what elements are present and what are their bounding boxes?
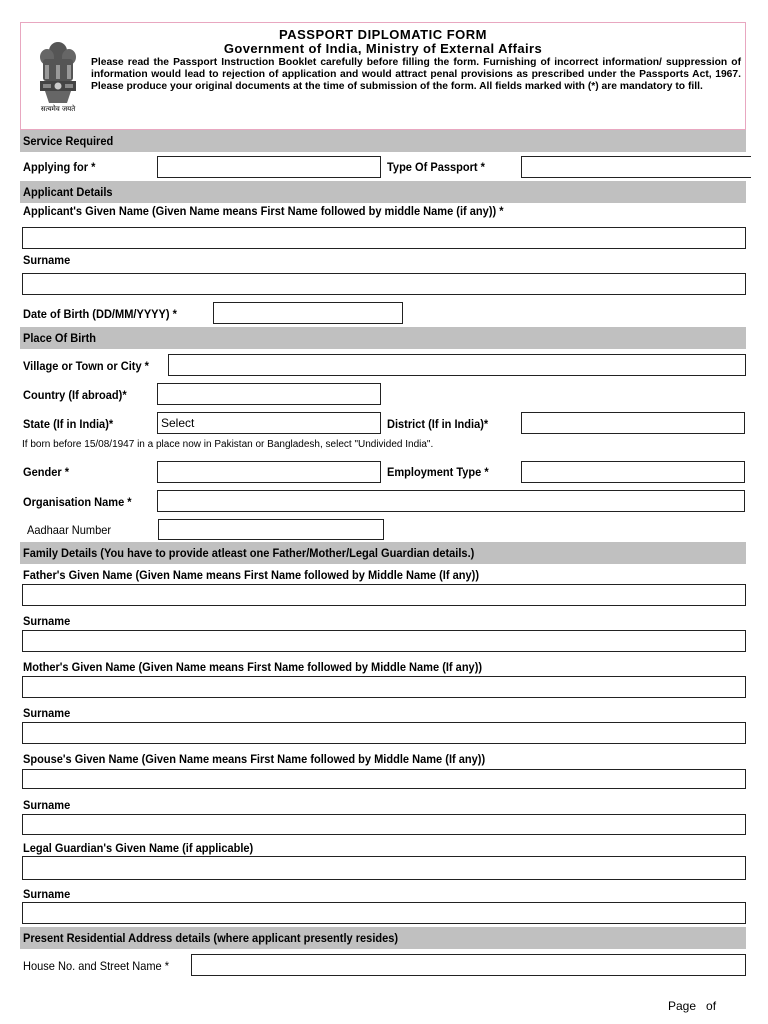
gender-label: Gender * xyxy=(23,465,70,479)
given-name-label: Applicant's Given Name (Given Name means First Name followed by middle Name (if any)) * xyxy=(23,204,504,218)
father-given-name-label: Father's Given Name (Given Name means First Name followed by Middle Name (If any)) xyxy=(23,568,480,582)
section-title: Present Residential Address details (where applicant presently resides) xyxy=(23,931,399,945)
applying-for-label: Applying for * xyxy=(23,160,96,174)
spouse-given-name-field[interactable] xyxy=(22,769,746,789)
country-label: Country (If abroad)* xyxy=(23,388,127,402)
dob-field[interactable] xyxy=(213,302,403,324)
section-title: Service Required xyxy=(23,134,114,148)
form-subtitle: Government of India, Ministry of External Affairs xyxy=(223,41,543,56)
surname-field[interactable] xyxy=(22,273,746,295)
aadhaar-label: Aadhaar Number xyxy=(27,523,112,537)
district-label: District (If in India)* xyxy=(387,417,489,431)
page-number: Page of xyxy=(668,999,717,1013)
form-title: PASSPORT DIPLOMATIC FORM xyxy=(279,27,487,42)
born-before-note: If born before 15/08/1947 in a place now in Pakistan or Bangladesh, select "Undivided India". xyxy=(22,439,434,450)
surname-label: Surname xyxy=(23,253,71,267)
state-select[interactable] xyxy=(157,412,381,434)
emblem-caption: सत्यमेव जयते xyxy=(40,105,76,113)
mother-surname-field[interactable] xyxy=(22,722,746,744)
aadhaar-field[interactable] xyxy=(158,519,384,540)
father-surname-field[interactable] xyxy=(22,630,746,652)
village-label: Village or Town or City * xyxy=(23,359,149,373)
country-field[interactable] xyxy=(157,383,381,405)
guardian-surname-field[interactable] xyxy=(22,902,746,924)
state-select-value: Select xyxy=(161,416,195,430)
employment-type-field[interactable] xyxy=(521,461,745,483)
section-applicant-details xyxy=(20,181,746,203)
type-of-passport-label: Type Of Passport * xyxy=(387,160,485,174)
spouse-surname-field[interactable] xyxy=(22,814,746,835)
state-label: State (If in India)* xyxy=(23,417,114,431)
mother-given-name-label: Mother's Given Name (Given Name means First Name followed by Middle Name (If any)) xyxy=(23,660,483,674)
given-name-field[interactable] xyxy=(22,227,746,249)
guardian-given-name-label: Legal Guardian's Given Name (if applicable) xyxy=(23,841,254,855)
section-title: Applicant Details xyxy=(23,185,113,199)
dob-label: Date of Birth (DD/MM/YYYY) * xyxy=(23,307,177,321)
organisation-name-field[interactable] xyxy=(157,490,745,512)
spouse-surname-label: Surname xyxy=(23,798,71,812)
section-service-required xyxy=(20,130,746,152)
mother-surname-label: Surname xyxy=(23,706,71,720)
type-of-passport-field[interactable] xyxy=(521,156,751,178)
applying-for-field[interactable] xyxy=(157,156,381,178)
district-field[interactable] xyxy=(521,412,745,434)
form-header xyxy=(20,22,746,130)
village-field[interactable] xyxy=(168,354,746,376)
section-family-details xyxy=(20,542,746,564)
spouse-given-name-label: Spouse's Given Name (Given Name means First Name followed by Middle Name (If any)) xyxy=(23,752,486,766)
gender-field[interactable] xyxy=(157,461,381,483)
father-surname-label: Surname xyxy=(23,614,71,628)
mother-given-name-field[interactable] xyxy=(22,676,746,698)
house-no-label: House No. and Street Name * xyxy=(23,959,170,973)
section-title: Place Of Birth xyxy=(23,331,97,345)
employment-type-label: Employment Type * xyxy=(387,465,489,479)
section-title: Family Details (You have to provide atleast one Father/Mother/Legal Guardian details.) xyxy=(23,546,475,560)
guardian-given-name-field[interactable] xyxy=(22,856,746,880)
father-given-name-field[interactable] xyxy=(22,584,746,606)
section-place-of-birth xyxy=(20,327,746,349)
guardian-surname-label: Surname xyxy=(23,887,71,901)
section-present-address xyxy=(20,927,746,949)
instructions-text: Please read the Passport Instruction Booklet carefully before filling the form. Furnishing of incorrect information/ suppression of information would lead to rejection of application and would attract penal provisions as prescribed under the Passports Act, 1967. Please produce your original documents at the time of submission of the form. All fields marked with (*) are mandatory to fill. xyxy=(91,57,741,92)
organisation-name-label: Organisation Name * xyxy=(23,495,132,509)
house-no-field[interactable] xyxy=(191,954,746,976)
